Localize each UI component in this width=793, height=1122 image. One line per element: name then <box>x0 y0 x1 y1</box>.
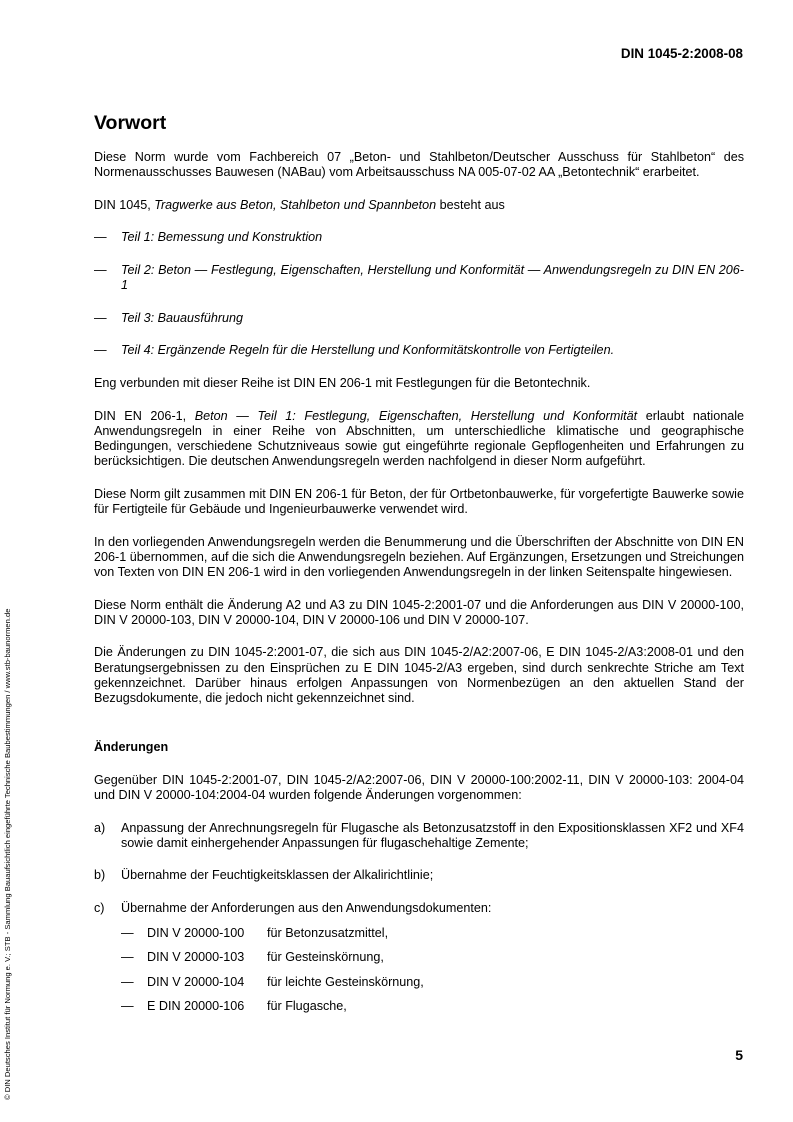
dash-marker: — <box>121 974 134 989</box>
dash-marker: — <box>121 999 134 1014</box>
intro-paragraph-2 <box>94 198 744 213</box>
document-number: DIN V 20000-104 <box>147 974 245 989</box>
intro-paragraph-7: Diese Norm enthält die Änderung A2 und A3 zu DIN 1045-2:2001-07 und die Anforderungen aus DIN V 20000-100, DIN V 20000-103, DIN V 20000-104, DIN V 20000-106 und DIN V 20000-107. <box>94 597 744 627</box>
dash-marker: — <box>94 230 107 245</box>
document-code: DIN 1045-2:2008-08 <box>620 46 743 61</box>
document-number: DIN V 20000-100 <box>147 925 245 940</box>
dash-marker: — <box>94 310 107 325</box>
change-item <box>94 901 744 916</box>
copyright-side-note: © DIN Deutsches Institut für Normung e. V.; STB - Sammlung Bauaufsichtlich eingeführte Technische Baubestimmungen / www.stb-baunormen.de <box>3 608 12 1100</box>
change-text: Übernahme der Feuchtigkeitsklassen der Alkalirichtlinie; <box>121 868 434 883</box>
dash-marker: — <box>94 343 107 358</box>
intro-paragraph-8: Die Änderungen zu DIN 1045-2:2001-07, die sich aus DIN 1045-2/A2:2007-06, E DIN 1045-2/A3:2008-01 und den Beratungsergebnissen zu den Einsprüchen zu E DIN 1045-2/A3 ergeben, sind durch senkrechte Striche am Text gekennzeichnet. Darüber hinaus erfolgen Anpassungen von Normenbezügen an den aktuellen Stand der Bezugsdokumente, die jedoch nicht gekennzeichnet sind. <box>94 645 744 705</box>
change-text: Anpassung der Anrechnungsregeln für Flugasche als Betonzusatzstoff in den Expositionsklassen XF2 und XF4 sowie damit einhergehender Anpassungen für flugaschehaltige Zemente; <box>121 820 744 850</box>
p2-title: Tragwerke aus Beton, Stahlbeton und Spannbeton <box>154 197 437 212</box>
document-description: für leichte Gesteinskörnung, <box>267 974 424 989</box>
application-document-item <box>121 975 744 1000</box>
dash-marker: — <box>121 950 134 965</box>
part-list-item <box>94 230 744 245</box>
application-document-item <box>121 999 744 1024</box>
part-list-item <box>94 311 744 326</box>
application-document-item <box>121 950 744 975</box>
application-documents-list <box>121 926 744 1024</box>
change-label: c) <box>94 900 105 915</box>
dash-marker: — <box>94 262 107 277</box>
part-title: Teil 4: Ergänzende Regeln für die Herstellung und Konformitätskontrolle von Fertigteilen. <box>121 343 615 358</box>
change-text: Übernahme der Anforderungen aus den Anwendungsdokumenten: <box>121 900 492 915</box>
page-content <box>94 150 744 1024</box>
intro-paragraph-6: In den vorliegenden Anwendungsregeln werden die Benummerung und die Überschriften der Abschnitte von DIN EN 206-1 übernommen, auf die sich die Anwendungsregeln beziehen. Auf Ergänzungen, Ersetzungen und Streichungen von Texten von DIN EN 206-1 wird in den vorliegenden Anwendungsregeln in der linken Seitenspalte hingewiesen. <box>94 534 744 579</box>
application-document-item <box>121 926 744 951</box>
intro-paragraph-1: Diese Norm wurde vom Fachbereich 07 „Beton- und Stahlbeton/Deutscher Ausschuss für Stahlbeton“ des Normenausschusses Bauwesen (NABau) vom Arbeitsausschuss NA 005-07-02 AA „Betontechnik“ erarbeitet. <box>94 150 744 180</box>
p2-tail: besteht aus <box>436 197 505 212</box>
change-item <box>94 868 744 883</box>
document-number: DIN V 20000-103 <box>147 950 245 965</box>
p4-tail: erlaubt nationale Anwendungsregeln in einer Reihe von Abschnitten, um unterschiedliche klimatische und geographische Bedingungen, verschiedene Schutzniveaus sowie gut eingeführte regionale Gepflogenheiten und Erfahrungen zu berücksichtigen. Die deutschen Anwendungsregeln werden nachfolgend in dieser Norm aufgeführt. <box>94 408 745 469</box>
change-item <box>94 821 744 851</box>
part-title: Teil 2: Beton — Festlegung, Eigenschaften, Herstellung und Konformität — Anwendungsregeln zu DIN EN 206-1 <box>121 262 744 293</box>
page-title: Vorwort <box>94 112 167 134</box>
p2-lead: DIN 1045, <box>94 197 155 212</box>
change-label: a) <box>94 820 106 835</box>
document-description: für Gesteinskörnung, <box>267 950 384 965</box>
part-list-item <box>94 343 744 358</box>
intro-paragraph-4 <box>94 409 744 470</box>
changes-intro: Gegenüber DIN 1045-2:2001-07, DIN 1045-2/A2:2007-06, DIN V 20000-100:2002-11, DIN V 20000-103: 2004-04 und DIN V 20000-104:2004-04 wurden folgende Änderungen vorgenommen: <box>94 772 744 802</box>
changes-heading: Änderungen <box>94 740 169 755</box>
intro-paragraph-3: Eng verbunden mit dieser Reihe ist DIN EN 206-1 mit Festlegungen für die Betontechnik. <box>94 375 591 390</box>
intro-paragraph-5: Diese Norm gilt zusammen mit DIN EN 206-1 für Beton, der für Ortbetonbauwerke, für vorgefertigte Bauwerke sowie für Fertigteile für Gebäude und Ingenieurbauwerke verwendet wird. <box>94 486 744 516</box>
p4-lead: DIN EN 206-1, <box>94 408 195 423</box>
part-list-item <box>94 263 744 293</box>
document-description: für Flugasche, <box>267 999 347 1014</box>
document-number: E DIN 20000-106 <box>147 999 245 1014</box>
change-label: b) <box>94 868 106 883</box>
part-title: Teil 3: Bauausführung <box>121 310 244 325</box>
page-number: 5 <box>735 1047 743 1063</box>
document-description: für Betonzusatzmittel, <box>267 925 389 940</box>
p4-title: Beton — Teil 1: Festlegung, Eigenschaften, Herstellung und Konformität <box>194 408 638 423</box>
part-title: Teil 1: Bemessung und Konstruktion <box>121 230 323 245</box>
dash-marker: — <box>121 925 134 940</box>
